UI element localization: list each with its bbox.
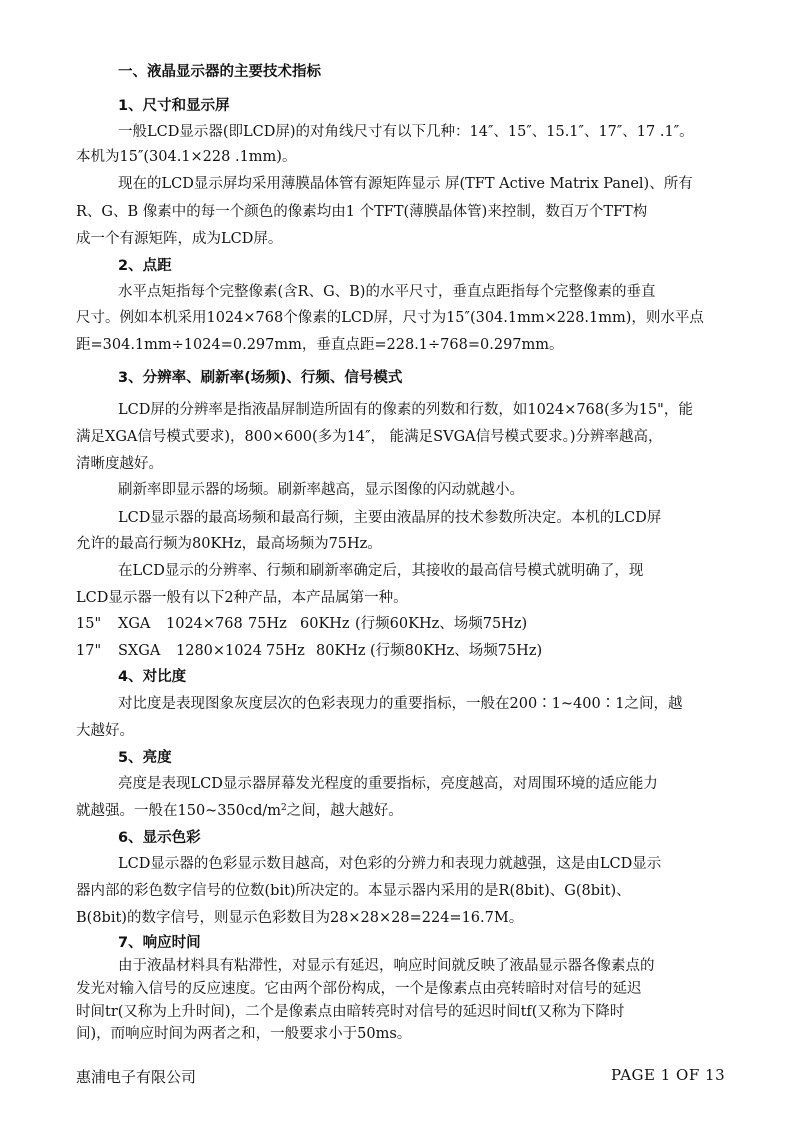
section-heading-dot-pitch: 2、点距 [118, 258, 172, 274]
paragraph-line: 满足XGA信号模式要求)，800×600(多为14″， 能满足SVGA信号模式要求。)分辨率越高， [76, 429, 663, 445]
paragraph-line: 大越好。 [76, 723, 134, 739]
spec-mode: SXGA [118, 643, 161, 659]
spec-vertical-freq: 75Hz [266, 643, 305, 659]
spec-mode: XGA [118, 616, 151, 632]
paragraph-line: LCD显示器的色彩显示数目越高，对色彩的分辨力和表现力就越强，这是由LCD显示 [118, 856, 662, 872]
paragraph-line: 尺寸。例如本机采用1024×768个像素的LCD屏，尺寸为15″(304.1mm×228.1mm)，则水平点 [76, 310, 704, 326]
paragraph-line: 距=304.1mm÷1024=0.297mm，垂直点距=228.1÷768=0.297mm。 [76, 337, 564, 353]
paragraph-line [76, 801, 736, 821]
spec-size: 17" [76, 643, 102, 659]
text-span: 之间，越大越好。 [286, 803, 403, 819]
paragraph-line: B(8bit)的数字信号，则显示色彩数目为28×28×28=224=16.7M。 [76, 910, 524, 926]
paragraph-line: 本机为15″(304.1×228 .1mm)。 [76, 149, 297, 165]
paragraph-line: LCD显示器的最高场频和最高行频，主要由液晶屏的技术参数所决定。本机的LCD屏 [118, 510, 662, 526]
paragraph-line: 允许的最高行频为80KHz，最高场频为75Hz。 [76, 536, 382, 552]
superscript: 2 [281, 803, 287, 813]
paragraph-line: 时间tr(又称为上升时间)，二个是像素点由暗转亮时对信号的延迟时间tf(又称为下降时 [76, 1004, 625, 1020]
paragraph-line: 水平点矩指每个完整像素(含R、G、B)的水平尺寸，垂直点距指每个完整像素的垂直 [118, 284, 656, 300]
paragraph-line: 清晰度越好。 [76, 456, 163, 472]
section-heading-contrast: 4、对比度 [118, 669, 187, 685]
section-heading-brightness: 5、亮度 [118, 750, 172, 766]
section-heading-size: 1、尺寸和显示屏 [118, 98, 230, 114]
spec-horizontal-freq: 60KHz [300, 616, 350, 632]
page-title: 一、液晶显示器的主要技术指标 [118, 64, 321, 80]
spec-note: (行频60KHz、场频75Hz) [355, 616, 528, 632]
spec-note: (行频80KHz、场频75Hz) [370, 643, 543, 659]
spec-resolution: 1280×1024 [176, 643, 262, 659]
paragraph-line: 现在的LCD显示屏均采用薄膜晶体管有源矩阵显示 屏(TFT Active Matrix Panel)、所有 [118, 176, 693, 192]
spec-size: 15" [76, 616, 102, 632]
spec-vertical-freq: 75Hz [248, 616, 287, 632]
paragraph-line: 器内部的彩色数字信号的位数(bit)所决定的。本显示器内采用的是R(8bit)、G(8bit)、 [76, 883, 631, 899]
paragraph-line: R、G、B 像素中的每一个颜色的像素均由1 个TFT(薄膜晶体管)来控制，数百万个TFT构 [76, 204, 648, 220]
spec-resolution: 1024×768 [166, 616, 243, 632]
paragraph-line: LCD显示器一般有以下2种产品，本产品属第一种。 [76, 590, 408, 606]
section-heading-resolution: 3、分辨率、刷新率(场频)、行频、信号模式 [118, 370, 403, 386]
paragraph-line: 对比度是表现图象灰度层次的色彩表现力的重要指标，一般在200∶1~400∶1之间，越 [118, 696, 683, 712]
paragraph-line: 成一个有源矩阵，成为LCD屏。 [76, 231, 283, 247]
section-heading-response-time: 7、响应时间 [118, 935, 201, 951]
section-heading-color: 6、显示色彩 [118, 830, 201, 846]
paragraph-line: 在LCD显示的分辨率、行频和刷新率确定后，其接收的最高信号模式就明确了，现 [118, 563, 644, 579]
footer-page-number: PAGE 1 OF 13 [611, 1066, 726, 1084]
paragraph-line: 间)，而响应时间为两者之和，一般要求小于50ms。 [76, 1026, 412, 1042]
paragraph-line: 亮度是表现LCD显示器屏幕发光程度的重要指标，亮度越高，对周围环境的适应能力 [118, 776, 658, 792]
paragraph-line: 刷新率即显示器的场频。刷新率越高，显示图像的闪动就越小。 [118, 482, 524, 498]
text-span: 就越强。一般在150~350cd/m [76, 803, 282, 819]
spec-horizontal-freq: 80KHz [316, 643, 366, 659]
paragraph-line: LCD屏的分辨率是指液晶屏制造所固有的像素的列数和行数，如1024×768(多为15"，能 [118, 402, 693, 418]
paragraph-line: 由于液晶材料具有粘滞性，对显示有延迟，响应时间就反映了液晶显示器各像素点的 [118, 958, 655, 974]
footer-company: 惠浦电子有限公司 [76, 1068, 197, 1086]
paragraph-line: 一般LCD显示器(即LCD屏)的对角线尺寸有以下几种：14″、15″、15.1″、17″、17 .1″。 [118, 124, 694, 140]
paragraph-line: 发光对输入信号的反应速度。它由两个部份构成，一个是像素点由亮转暗时对信号的延迟 [76, 981, 642, 997]
